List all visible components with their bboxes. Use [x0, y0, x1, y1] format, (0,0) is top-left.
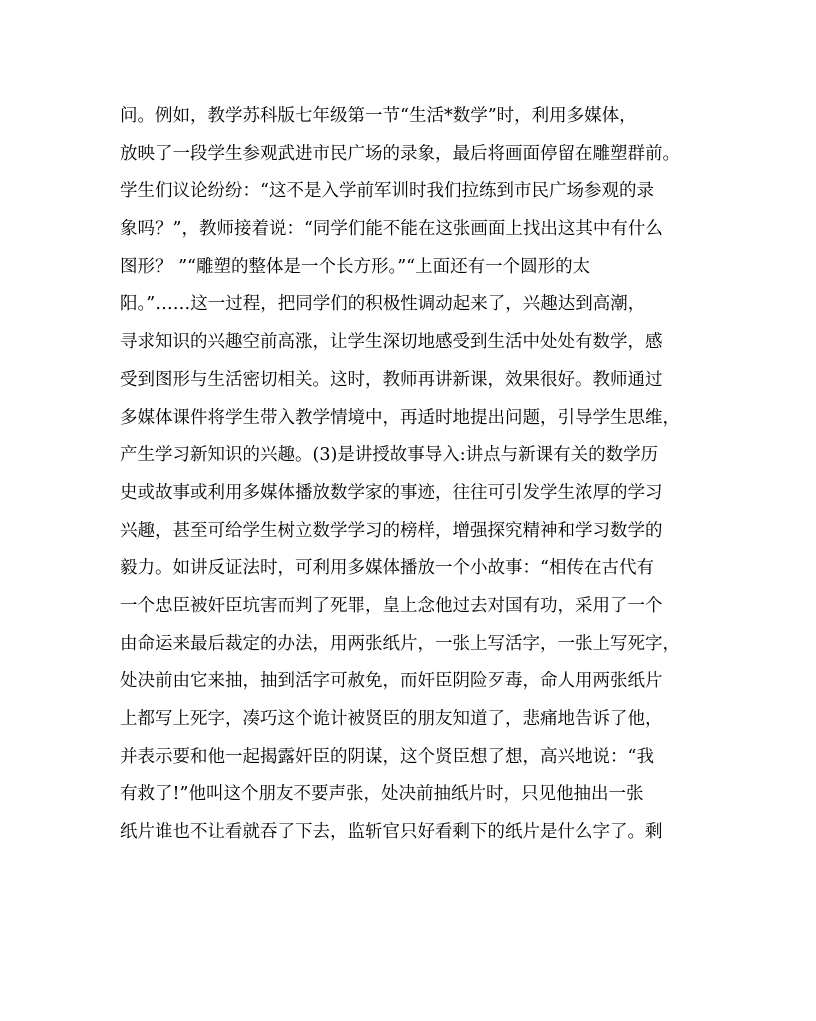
text-line: 多媒体课件将学生带入教学情境中，再适时地提出问题，引导学生思维，: [120, 407, 680, 428]
text-line: 有救了!”他叫这个朋友不要声张，处决前抽纸片时，只见他抽出一张: [120, 784, 644, 805]
text-line: 学生们议论纷纷：“这不是入学前军训时我们拉练到市民广场参观的录: [120, 181, 654, 202]
text-line: 史或故事或利用多媒体播放数学家的事迹，往往可引发学生浓厚的学习: [120, 482, 663, 503]
text-line: 一个忠臣被奸臣坑害而判了死罪，皇上念他过去对国有功，采用了一个: [120, 595, 663, 616]
text-line: 兴趣，甚至可给学生树立数学学习的榜样，增强探究精神和学习数学的: [120, 520, 663, 541]
text-line: 寻求知识的兴趣空前高涨，让学生深切地感受到生活中处处有数学，感: [120, 332, 663, 353]
text-line: 阳。”……这一过程，把同学们的积极性调动起来了，兴趣达到高潮，: [120, 294, 646, 315]
text-line: 处决前由它来抽，抽到活字可赦免，而奸臣阴险歹毒，命人用两张纸片: [120, 671, 663, 692]
text-line: 图形？ ”“雕塑的整体是一个长方形。”“上面还有一个圆形的太: [120, 256, 591, 277]
text-line: 纸片谁也不让看就吞了下去，监斩官只好看剩下的纸片是什么字了。剩: [120, 822, 663, 843]
body-text: [120, 98, 700, 852]
text-line: 上都写上死字，凑巧这个诡计被贤臣的朋友知道了，悲痛地告诉了他，: [120, 709, 663, 729]
text-line: 由命运来最后裁定的办法，用两张纸片，一张上写活字，一张上写死字，: [120, 633, 680, 654]
text-line: 毅力。如讲反证法时，可利用多媒体播放一个小故事：“相传在古代有: [120, 558, 654, 579]
text-line: 受到图形与生活密切相关。这时，教师再讲新课，效果很好。教师通过: [120, 369, 663, 390]
text-line: 放映了一段学生参观武进市民广场的录象，最后将画面停留在雕塑群前。: [120, 143, 680, 164]
text-line: 产生学习新知识的兴趣。(3)是讲授故事导入:讲点与新课有关的数学历: [120, 445, 659, 466]
text-line: 并表示要和他一起揭露奸臣的阴谋，这个贤臣想了想，高兴地说：“我: [120, 746, 654, 767]
text-line: 象吗？”，教师接着说：“同学们能不能在这张画面上找出这其中有什么: [120, 219, 663, 240]
text-line: 问。例如，教学苏科版七年级第一节“生活*数学”时，利用多媒体，: [120, 106, 637, 126]
